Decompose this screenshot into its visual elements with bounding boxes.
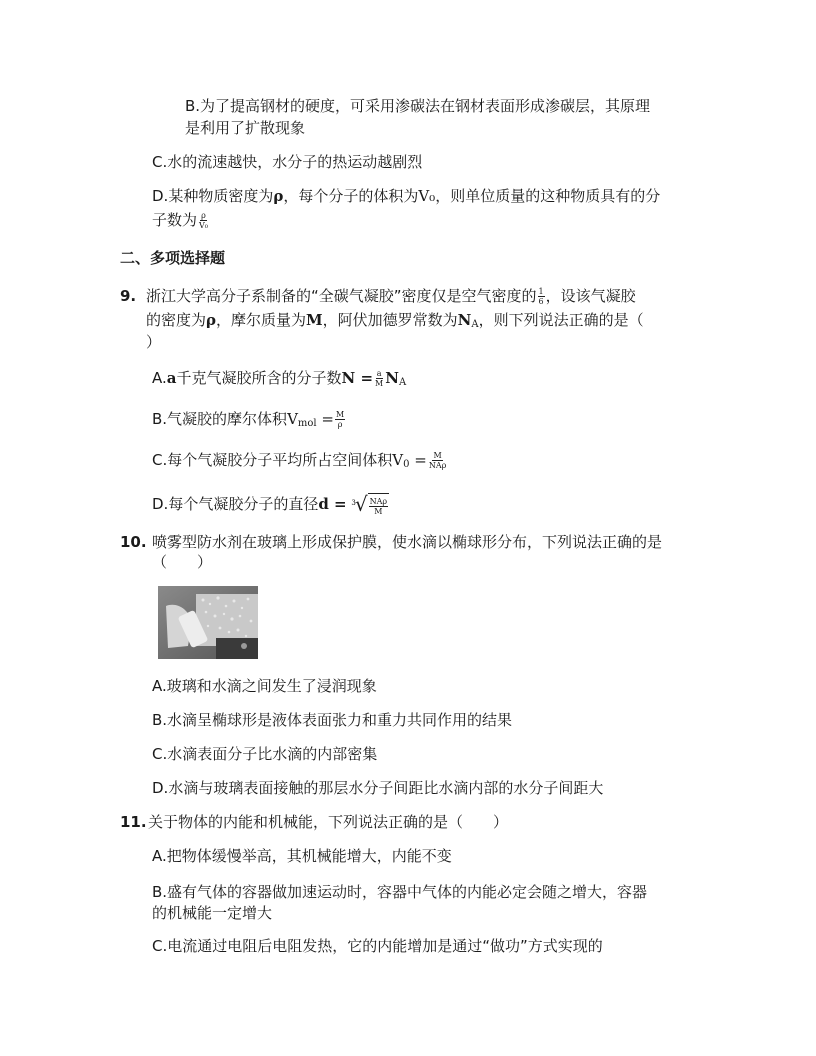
q8-option-b-line1: B.为了提高钢材的硬度，可采用渗碳法在钢材表面形成渗碳层，其原理: [185, 97, 651, 115]
q9-option-d: D.每个气凝胶分子的直径d = 3 √ $\frac{\text{NAρ}}{M}$: [152, 492, 388, 517]
q8-option-b-line2: 是利用了扩散现象: [185, 119, 306, 137]
q8-option-d-line2: 子数为 $\frac{\rho}{\text{V₀}}$: [152, 211, 208, 230]
q8-option-c: C.水的流速越快，水分子的热运动越剧烈: [152, 153, 423, 171]
q11-option-b-line2: 的机械能一定增大: [152, 904, 273, 922]
q9-stem-line3: ）: [146, 333, 162, 351]
q11-option-a: A.把物体缓慢举高，其机械能增大，内能不变: [152, 847, 452, 865]
section-title: 二、多项选择题: [120, 249, 226, 267]
q9-option-a: A.a千克气凝胶所含的分子数N = $\frac{a}{M}$ $N_A$: [152, 369, 407, 388]
spray-on-glass-photo: [158, 586, 258, 659]
q11-option-b-line1: B.盛有气体的容器做加速运动时，容器中气体的内能必定会随之增大，容器: [152, 883, 648, 901]
q10-stem-line2: （ ）: [152, 553, 213, 571]
q9-stem-line2: 的密度为ρ，摩尔质量为M，阿伏加德罗常数为$N_A$，则下列说法正确的是（: [146, 311, 644, 330]
q11-option-c: C.电流通过电阻后电阻发热，它的内能增加是通过“做功”方式实现的: [152, 937, 603, 955]
q10-option-b: B.水滴呈椭球形是液体表面张力和重力共同作用的结果: [152, 711, 513, 729]
q9-stem-line1: 浙江大学高分子系制备的“全碳气凝胶”密度仅是空气密度的 $\frac{1}{6}$ ，设该气凝胶: [146, 287, 636, 306]
q10-option-c: C.水滴表面分子比水滴的内部密集: [152, 745, 378, 763]
q11-number: 11.: [120, 813, 147, 831]
q9-option-b: B.气凝胶的摩尔体积$V_{mol}$ = $\frac{M}{\rho}$: [152, 410, 345, 429]
q8-option-d-line1: D.某种物质密度为ρ，每个分子的体积为V₀，则单位质量的这种物质具有的分: [152, 187, 661, 205]
q11-stem: 关于物体的内能和机械能，下列说法正确的是（ ）: [148, 813, 509, 831]
q10-option-d: D.水滴与玻璃表面接触的那层水分子间距比水滴内部的水分子间距大: [152, 779, 604, 797]
q10-option-a: A.玻璃和水滴之间发生了浸润现象: [152, 677, 377, 695]
q9-option-c: C.每个气凝胶分子平均所占空间体积$V_0$ = $\frac{M}{\text{NAρ}}$: [152, 451, 447, 470]
q10-number: 10.: [120, 533, 147, 551]
q9-number: 9.: [120, 287, 137, 305]
q10-stem-line1: 喷雾型防水剂在玻璃上形成保护膜，使水滴以椭球形分布，下列说法正确的是: [152, 533, 663, 551]
